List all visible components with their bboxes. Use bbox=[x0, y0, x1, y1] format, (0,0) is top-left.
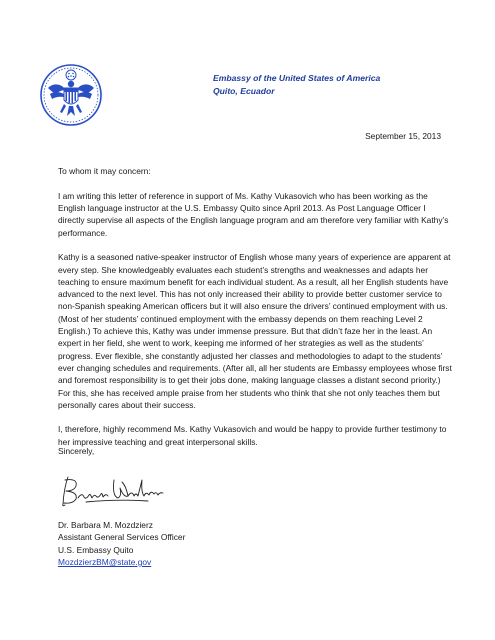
letterhead bbox=[213, 72, 380, 98]
signer-title: Assistant General Services Officer bbox=[58, 532, 186, 543]
letter-body bbox=[58, 165, 453, 460]
salutation: To whom it may concern: bbox=[58, 166, 151, 176]
paragraph-1: I am writing this letter of reference in support of Ms. Kathy Vukasovich who has been working as the English language instructor at the U.S. Embassy Quito since April 2013. As Post Language Officer I directly supervise all aspects of the English language program and am therefore very familiar with Kathy’s performance. bbox=[58, 190, 449, 238]
letterhead-line-1: Embassy of the United States of America bbox=[213, 73, 381, 83]
handwritten-signature bbox=[56, 474, 168, 510]
signature-block bbox=[58, 519, 185, 568]
paragraph-3: I, therefore, highly recommend Ms. Kathy Vukasovich and would be happy to provide further testimony to her impressive teaching and great interpersonal skills. bbox=[58, 424, 447, 447]
signer-office: U.S. Embassy Quito bbox=[58, 544, 134, 555]
signer-email-link[interactable]: MozdzierzBM@state.gov bbox=[58, 556, 152, 567]
letter-date: September 15, 2013 bbox=[365, 131, 441, 141]
great-seal-icon bbox=[40, 64, 102, 126]
paragraph-2: Kathy is a seasoned native-speaker instructor of English whose many years of experience are apparent at every step. She knowledgeably evaluates each student’s strengths and weaknesses and adapts her teaching to ensure maximum benefit for each individual student. As a result, all her English students have advanced to the next level. This has not only increased their ability to provide better customer service to non-Spanish speaking American officers but it will also ensure the drivers’ continued employment with us. (Most of her students’ continued employment with the embassy depends on them reaching Level 2 English.) To achieve this, Kathy was under immense pressure. But that didn’t faze her in the least. An expert in her field, she went to work, keeping me informed of her strategies as well as the students’ progress. Ever flexible, she constantly adjusted her classes and methodologies to adapt to the students’ ever changing schedules and requirements. (After all, all her students are Embassy employees whose first and foremost responsibility is to get their jobs done, making language classes a distant second priority.) For this, she has received ample praise from her students who think that she not only teaches them but personally cares about their success. bbox=[58, 252, 452, 410]
letterhead-line-2: Quito, Ecuador bbox=[213, 86, 275, 96]
closing: Sincerely, bbox=[58, 446, 95, 456]
signer-name: Dr. Barbara M. Mozdzierz bbox=[58, 520, 153, 530]
